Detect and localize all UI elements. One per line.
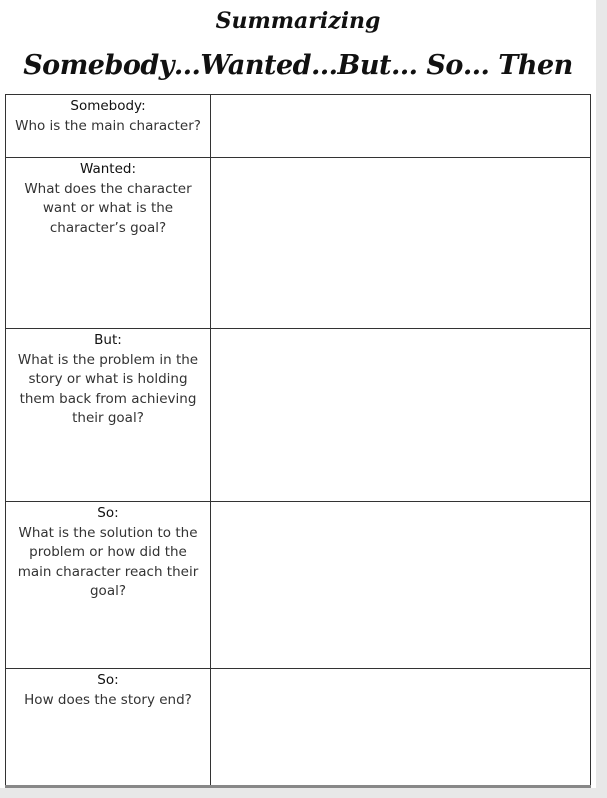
answer-cell[interactable] [211,95,591,158]
prompt-cell [6,95,211,158]
prompt-cell [6,502,211,669]
prompt-cell [6,158,211,329]
answer-cell[interactable] [211,502,591,669]
worksheet-title: Summarizing [215,8,381,34]
row-heading: Somebody: [70,98,146,114]
table-row [6,329,591,502]
worksheet-subtitle: Somebody…Wanted…But… So… Then [23,50,573,81]
row-prompt: What is the problem in the story or what is holding them back from achieving their goal? [17,351,199,426]
table-row [6,95,591,158]
row-prompt: Who is the main character? [15,117,201,134]
row-heading: So: [97,505,119,521]
row-heading: But: [94,332,122,348]
row-prompt: What is the solution to the problem or how did the main character reach their goal? [17,524,199,599]
row-heading: Wanted: [79,161,137,177]
summary-table [5,94,591,786]
table-row [6,669,591,786]
table-shadow [5,785,591,788]
answer-cell[interactable] [211,329,591,502]
table-row [6,158,591,329]
row-prompt: What does the character want or what is the character’s goal? [24,180,192,236]
row-prompt: How does the story end? [24,691,192,708]
row-heading: So: [97,672,119,688]
table-row [6,502,591,669]
prompt-cell [6,669,211,786]
answer-cell[interactable] [211,669,591,786]
prompt-cell [6,329,211,502]
answer-cell[interactable] [211,158,591,329]
